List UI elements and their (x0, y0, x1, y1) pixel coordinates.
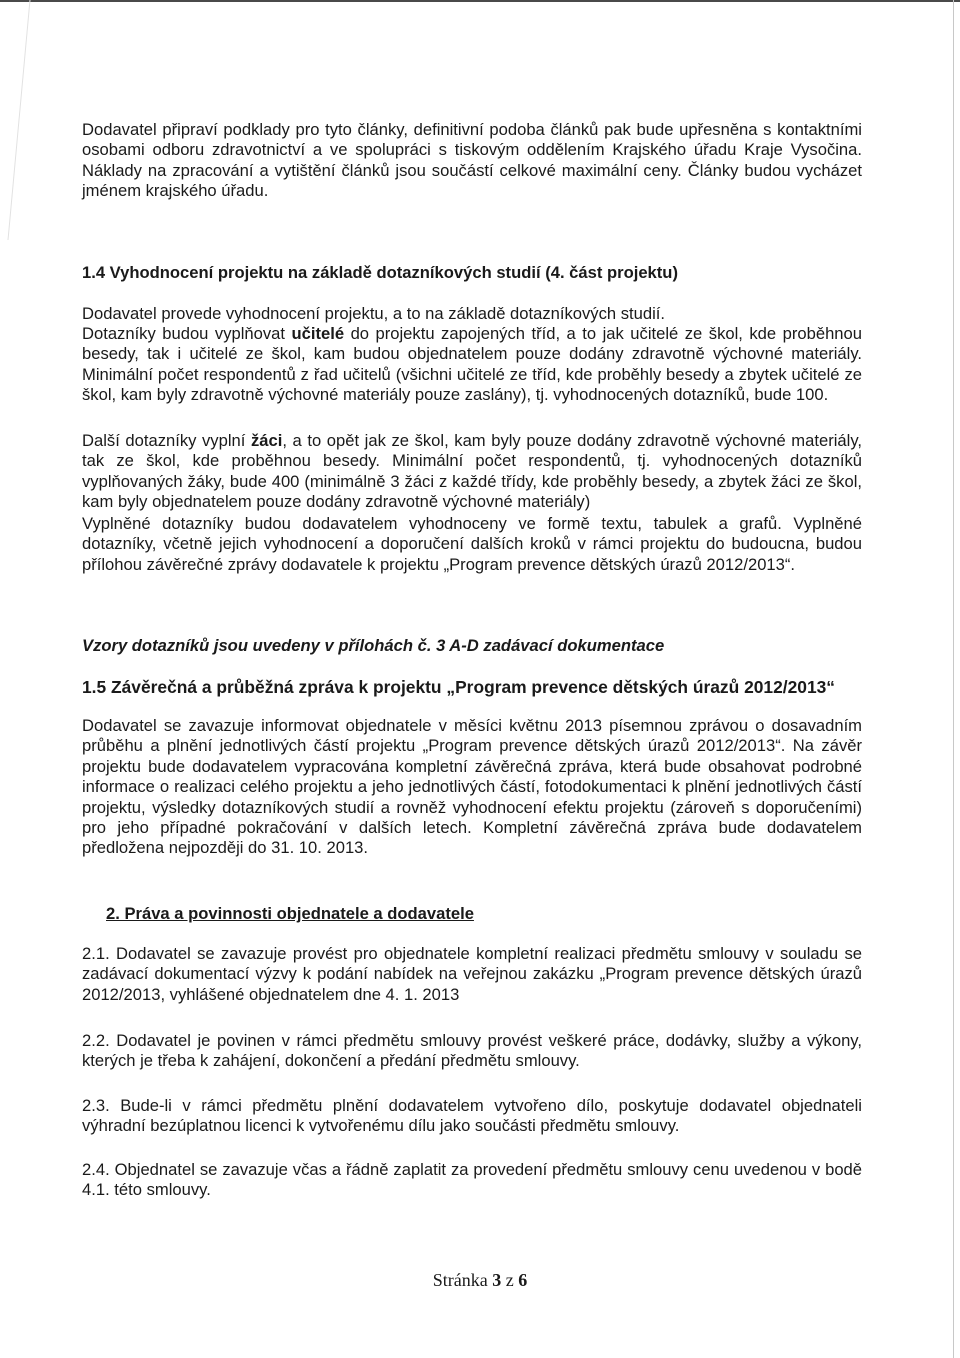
section-2-heading: 2. Práva a povinnosti objednatele a dodavatele (106, 904, 474, 923)
section-1-4-paragraph-1: Dodavatel provede vyhodnocení projektu, a to na základě dotazníkových studií. (82, 304, 665, 323)
section-1-4-paragraph-2 (82, 324, 862, 406)
section-1-4-paragraph-4: Vyplněné dotazníky budou dodavatelem vyhodnoceny ve formě textu, tabulek a grafů. Vyplněné dotazníky, včetně jejich vyhodnocení a doporučení dalších kroků v rámci projektu do budoucna, budou přílohou závěrečné zprávy dodavatele k projektu „Program prevence dětských úrazů 2012/2013“. (82, 514, 862, 574)
p2-emphasis-teachers: učitelé (291, 324, 345, 343)
intro-paragraph: Dodavatel připraví podklady pro tyto články, definitivní podoba článků pak bude upřesněna s kontaktními osobami odboru zdravotnictví a ve spolupráci s tiskovým oddělením Krajského úřadu Kraje Vysočina. Náklady na zpracování a vytištění článků jsou součástí celkové maximální ceny. Články budou vycházet jménem krajského úřadu. (82, 120, 862, 201)
section-1-5-paragraph: Dodavatel se zavazuje informovat objednatele v měsíci květnu 2013 písemnou zprávou o dosavadním průběhu a plnění jednotlivých částí projektu „Program prevence dětských úrazů 2012/2013“. Na závěr projektu bude dodavatelem vypracována kompletní závěrečná zpráva, která bude obsahovat podrobné informace o realizaci celého projektu a jeho jednotlivých částí, fotodokumentaci k plnění jednotlivých částí projektu, výsledky dotazníkových studií a rovněž vyhodnocení efektu projektu (zároveň s doporučeními) pro jeho případné pokračování v dalších letech. Kompletní závěrečná zpráva bude dodavatelem předložena nejpozději do 31. 10. 2013. (82, 716, 862, 858)
p2-text-c: do projektu zapojených tříd, a to jak učitelé ze škol, kde proběhnou besedy, tak i učitelé ze škol, kam budou objednatelem pouze dodány zdravotně výchovné materiály. Minimální počet respondentů z řad učitelů (všichni učitelé ze tříd, kde proběhly besedy a zbytek učitelé ze škol, kam byly zdravotně výchovné materiály pouze zaslány), tj. vyhodnocených dotazníků, bude 100. (82, 324, 862, 405)
questionnaire-templates-note: Vzory dotazníků jsou uvedeny v přílohách č. 3 A-D zadávací dokumentace (82, 636, 665, 655)
section-1-5-heading: 1.5 Závěrečná a průběžná zpráva k projektu „Program prevence dětských úrazů 2012/2013“ (82, 677, 835, 697)
scan-fold-mark (0, 0, 40, 240)
clause-2-2: 2.2. Dodavatel je povinen v rámci předmětu smlouvy provést veškeré práce, dodávky, služby a výkony, kterých je třeba k zahájení, dokončení a předání předmětu smlouvy. (82, 1031, 862, 1071)
clause-2-4: 2.4. Objednatel se zavazuje včas a řádně zaplatit za provedení předmětu smlouvy cenu uvedenou v bodě 4.1. této smlouvy. (82, 1160, 862, 1200)
clause-2-1: 2.1. Dodavatel se zavazuje provést pro objednatele kompletní realizaci předmětu smlouvy v souladu se zadávací dokumentací výzvy k podání nabídek na veřejnou zakázku „Program prevence dětských úrazů 2012/2013, vyhlášené objednatelem dne 4. 1. 2013 (82, 944, 862, 1004)
p2-text-a: Dotazníky budou vyplňovat (82, 324, 292, 343)
section-1-4-paragraph-3 (82, 431, 862, 513)
footer-prefix: Stránka (432, 1270, 493, 1290)
footer-total: 6 (518, 1270, 528, 1290)
section-1-4-heading: 1.4 Vyhodnocení projektu na základě dotazníkových studií (4. část projektu) (82, 263, 678, 282)
p3-text-a: Další dotazníky vyplní (82, 431, 251, 450)
footer-sep: z (501, 1270, 519, 1290)
scan-edge-right (953, 0, 954, 1358)
clause-2-3: 2.3. Bude-li v rámci předmětu plnění dodavatelem vytvořeno dílo, poskytuje dodavatel objednateli výhradní bezúplatnou licenci k vytvořenému dílu jako součásti předmětu smlouvy. (82, 1096, 862, 1136)
scan-edge-top (0, 0, 960, 6)
footer-page: 3 (492, 1270, 502, 1290)
page-number-footer (0, 1270, 960, 1290)
p3-emphasis-pupils: žáci (250, 431, 283, 450)
p3-text-c: , a to opět jak ze škol, kam byly pouze dodány zdravotně výchovné materiály, tak ze škol, kde proběhnou besedy. Minimální počet respondentů, tj. vyhodnocených dotazníků vyplňovaných žáky, bude 400 (minimálně 3 žáci z každé třídy, kde proběhly besedy, a zbytek žáci ze škol, kam byly objednatelem pouze dodány zdravotně výchovné materiály) (82, 431, 862, 512)
